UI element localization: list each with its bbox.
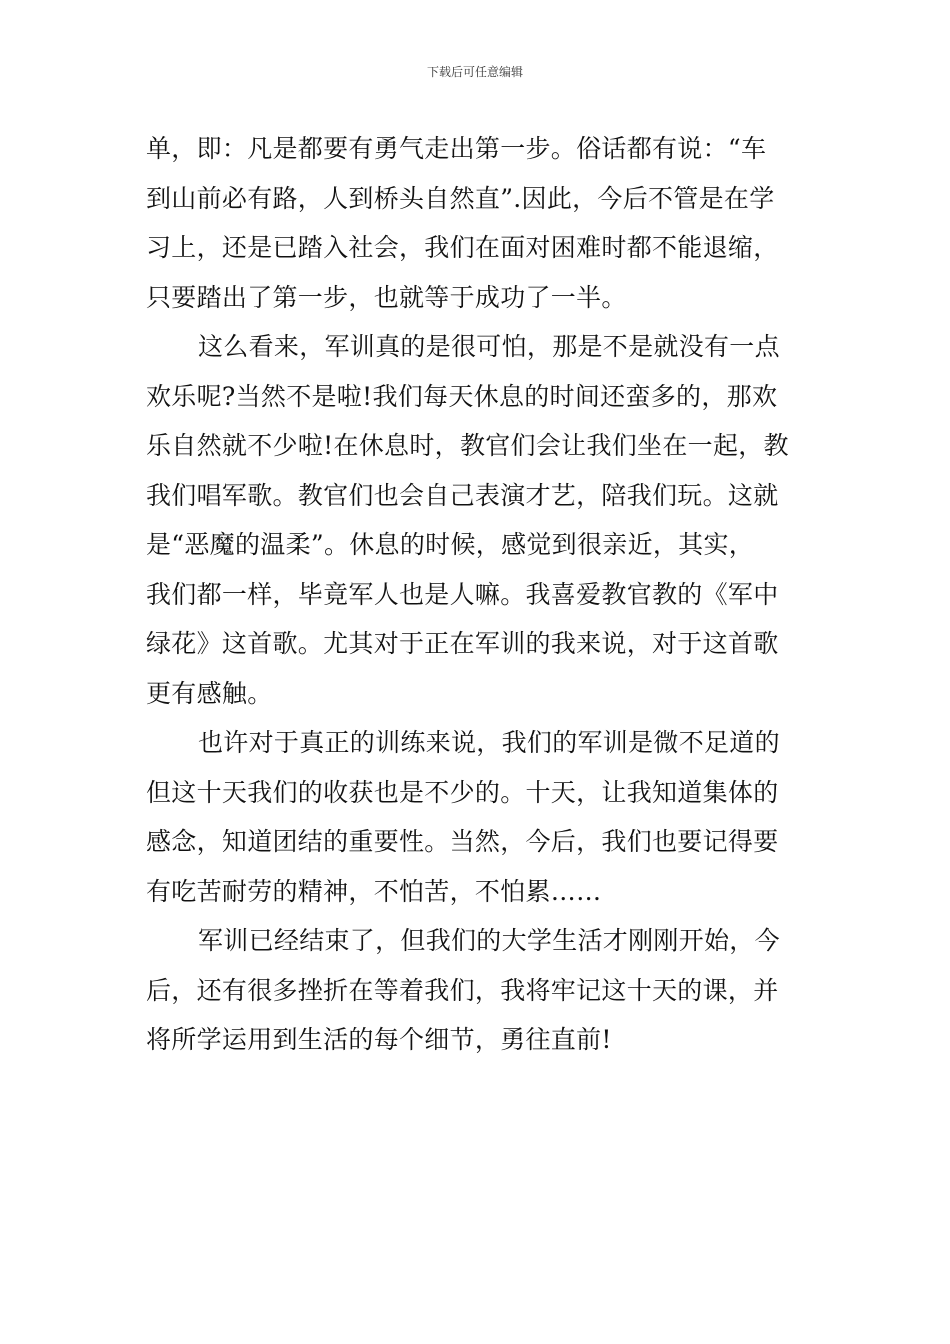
page-header: 下载后可任意编辑 (426, 65, 523, 79)
text-line: 到山前必有路，人到桥头自然直”.因此，今后不管是在学 (146, 183, 775, 213)
paragraph-2 (146, 322, 810, 718)
text-line: 感念，知道团结的重要性。当然，今后，我们也要记得要 (146, 827, 779, 856)
text-line: 绿花》这首歌。尤其对于正在军训的我来说，对于这首歌 (146, 629, 779, 658)
text-line: 后，还有很多挫折在等着我们，我将牢记这十天的课，并 (146, 975, 779, 1005)
text-line: 是“恶魔的温柔”。休息的时候，感觉到很亲近，其实， (146, 530, 755, 559)
paragraph-4 (146, 916, 810, 1065)
text-line: 也许对于真正的训练来说，我们的军训是微不足道的 (198, 728, 780, 757)
text-line: 军训已经结束了，但我们的大学生活才刚刚开始，今 (198, 926, 780, 955)
text-line: 乐自然就不少啦!在休息时，教官们会让我们坐在一起，教 (146, 431, 789, 460)
text-line: 将所学运用到生活的每个细节，勇往直前! (146, 1025, 612, 1054)
document-body (146, 124, 810, 1065)
text-line: 只要踏出了第一步，也就等于成功了一半。 (146, 282, 627, 312)
paragraph-3 (146, 718, 810, 916)
text-line: 这么看来，军训真的是很可怕，那是不是就没有一点 (198, 332, 780, 361)
text-line: 我们都一样，毕竟军人也是人嘛。我喜爱教官教的《军中 (146, 579, 779, 609)
text-line: 更有感触。 (146, 678, 273, 708)
text-line: 但这十天我们的收获也是不少的。十天，让我知道集体的 (146, 777, 779, 807)
text-line: 有吃苦耐劳的精神，不怕苦，不怕累…… (146, 876, 602, 906)
text-line: 习上，还是已踏入社会，我们在面对困难时都不能退缩， (146, 233, 779, 262)
text-line: 我们唱军歌。教官们也会自己表演才艺，陪我们玩。这就 (146, 480, 779, 510)
text-line: 欢乐呢?当然不是啦!我们每天休息的时间还蛮多的，那欢 (146, 381, 778, 411)
paragraph-1 (146, 124, 810, 322)
text-line: 单，即：凡是都要有勇气走出第一步。俗话都有说：“车 (146, 134, 767, 163)
